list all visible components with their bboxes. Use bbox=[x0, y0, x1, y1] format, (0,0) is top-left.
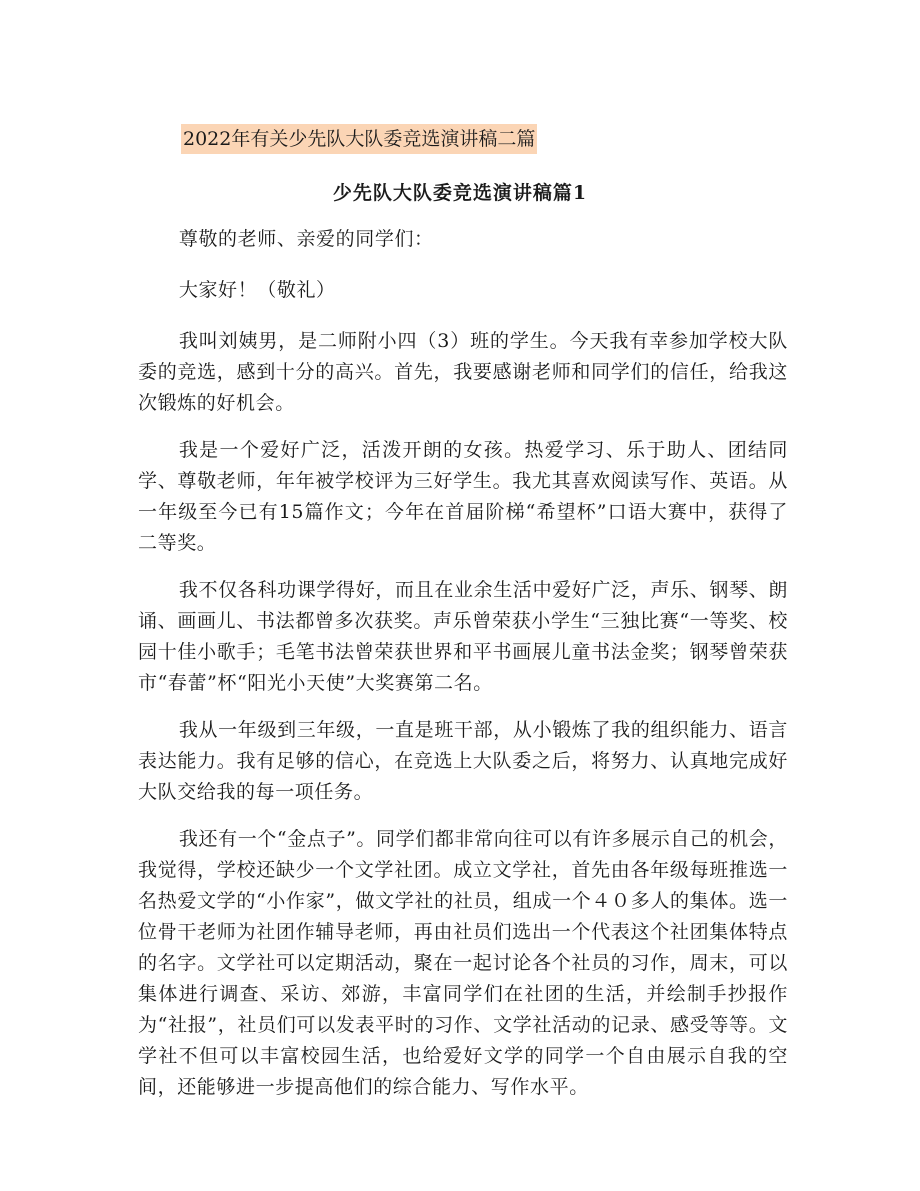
paragraph-idea: 我还有一个“金点子”。同学们都非常向往可以有许多展示自己的机会，我觉得，学校还缺少一个文学社团。成立文学社，首先由各年级每班推选一名热爱文学的“小作家”，做文学社的社员，组成一个４０多人的集体。选一位骨干老师为社团作辅导老师，再由社员们选出一个代表这个社团集体特点的名字。文学社可以定期活动，聚在一起讨论各个社员的习作，周末，可以集体进行调查、采访、郊游，丰富同学们在社团的生活，并绘制手抄报作为“社报”，社员们可以发表平时的习作、文学社活动的记录、感受等等。文学社不但可以丰富校园生活，也给爱好文学的同学一个自由展示自我的空间，还能够进一步提高他们的综合能力、写作水平。 bbox=[138, 828, 788, 1098]
document-body bbox=[138, 224, 788, 1119]
paragraph-introduction: 我叫刘姨男，是二师附小四（3）班的学生。今天我有幸参加学校大队委的竞选，感到十分的高兴。首先，我要感谢老师和同学们的信任，给我这次锻炼的好机会。 bbox=[138, 330, 788, 414]
paragraph-personality: 我是一个爱好广泛，活泼开朗的女孩。热爱学习、乐于助人、团结同学、尊敬老师，年年被学校评为三好学生。我尤其喜欢阅读写作、英语。从一年级至今已有15篇作文；今年在首届阶梯“希望杯”口语大赛中，获得了二等奖。 bbox=[138, 439, 788, 554]
section-title: 少先队大队委竞选演讲稿篇1 bbox=[332, 182, 588, 204]
paragraph-hobbies: 我不仅各科功课学得好，而且在业余生活中爱好广泛，声乐、钢琴、朗诵、画画儿、书法都曾多次获奖。声乐曾荣获小学生“三独比赛“一等奖、校园十佳小歌手；毛笔书法曾荣获世界和平书画展儿童书法金奖；钢琴曾荣获市“春蕾”杯“阳光小天使”大奖赛第二名。 bbox=[138, 579, 788, 694]
paragraph-experience: 我从一年级到三年级，一直是班干部，从小锻炼了我的组织能力、语言表达能力。我有足够的信心，在竞选上大队委之后，将努力、认真地完成好大队交给我的每一项任务。 bbox=[138, 719, 788, 803]
paragraph-greeting: 尊敬的老师、亲爱的同学们： bbox=[178, 228, 434, 250]
document-title: 2022年有关少先队大队委竞选演讲稿二篇 bbox=[181, 124, 537, 154]
paragraph-salute: 大家好！（敬礼） bbox=[178, 279, 336, 301]
